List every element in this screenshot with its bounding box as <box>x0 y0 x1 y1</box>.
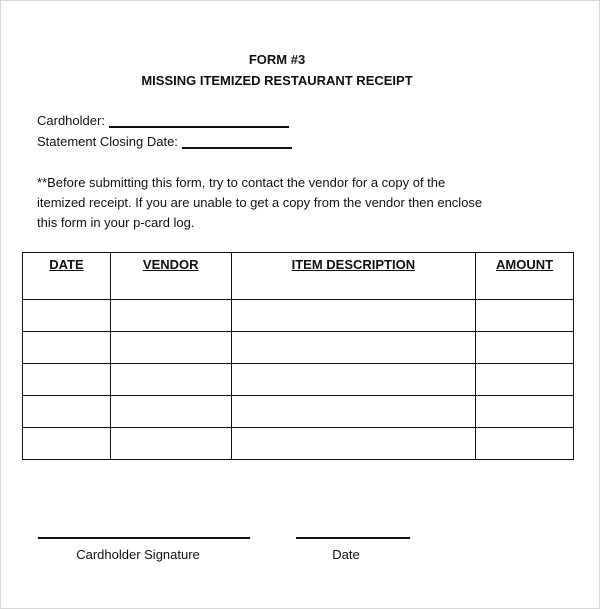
table-row <box>23 364 574 396</box>
statement-closing-date-field[interactable] <box>37 134 292 149</box>
item-description-cell[interactable] <box>231 332 476 364</box>
vendor-cell[interactable] <box>110 428 231 460</box>
table-row <box>23 300 574 332</box>
date-signature-line[interactable] <box>296 537 410 539</box>
item-description-cell[interactable] <box>231 428 476 460</box>
vendor-cell[interactable] <box>110 300 231 332</box>
header-amount: AMOUNT <box>476 253 574 300</box>
table-row <box>23 332 574 364</box>
amount-cell[interactable] <box>476 396 574 428</box>
date-cell[interactable] <box>23 428 111 460</box>
amount-cell[interactable] <box>476 332 574 364</box>
cardholder-signature-label: Cardholder Signature <box>76 547 200 562</box>
table-row <box>23 428 574 460</box>
date-cell[interactable] <box>23 300 111 332</box>
header-item-description: ITEM DESCRIPTION <box>231 253 476 300</box>
vendor-cell[interactable] <box>110 332 231 364</box>
note-line-3: this form in your p-card log. <box>37 215 195 230</box>
form-title: MISSING ITEMIZED RESTAURANT RECEIPT <box>141 73 413 88</box>
date-label: Date <box>332 547 360 562</box>
cardholder-blank-line[interactable] <box>109 114 289 128</box>
note-line-1: **Before submitting this form, try to contact the vendor for a copy of the <box>37 175 446 190</box>
vendor-cell[interactable] <box>110 396 231 428</box>
table-header-row <box>23 253 574 300</box>
statement-closing-date-label: Statement Closing Date: <box>37 134 178 149</box>
item-description-cell[interactable] <box>231 364 476 396</box>
amount-cell[interactable] <box>476 364 574 396</box>
item-description-cell[interactable] <box>231 396 476 428</box>
cardholder-signature-line[interactable] <box>38 537 250 539</box>
statement-closing-date-blank-line[interactable] <box>182 135 292 149</box>
header-date: DATE <box>23 253 111 300</box>
date-cell[interactable] <box>23 396 111 428</box>
receipt-items-table <box>22 252 574 460</box>
table-row <box>23 396 574 428</box>
cardholder-label: Cardholder: <box>37 113 105 128</box>
date-cell[interactable] <box>23 332 111 364</box>
form-number: FORM #3 <box>248 52 306 67</box>
item-description-cell[interactable] <box>231 300 476 332</box>
instruction-note <box>37 173 517 233</box>
amount-cell[interactable] <box>476 300 574 332</box>
date-cell[interactable] <box>23 364 111 396</box>
cardholder-field[interactable] <box>37 113 289 128</box>
amount-cell[interactable] <box>476 428 574 460</box>
note-line-2: itemized receipt. If you are unable to get a copy from the vendor then enclose <box>37 195 483 210</box>
vendor-cell[interactable] <box>110 364 231 396</box>
header-vendor: VENDOR <box>110 253 231 300</box>
